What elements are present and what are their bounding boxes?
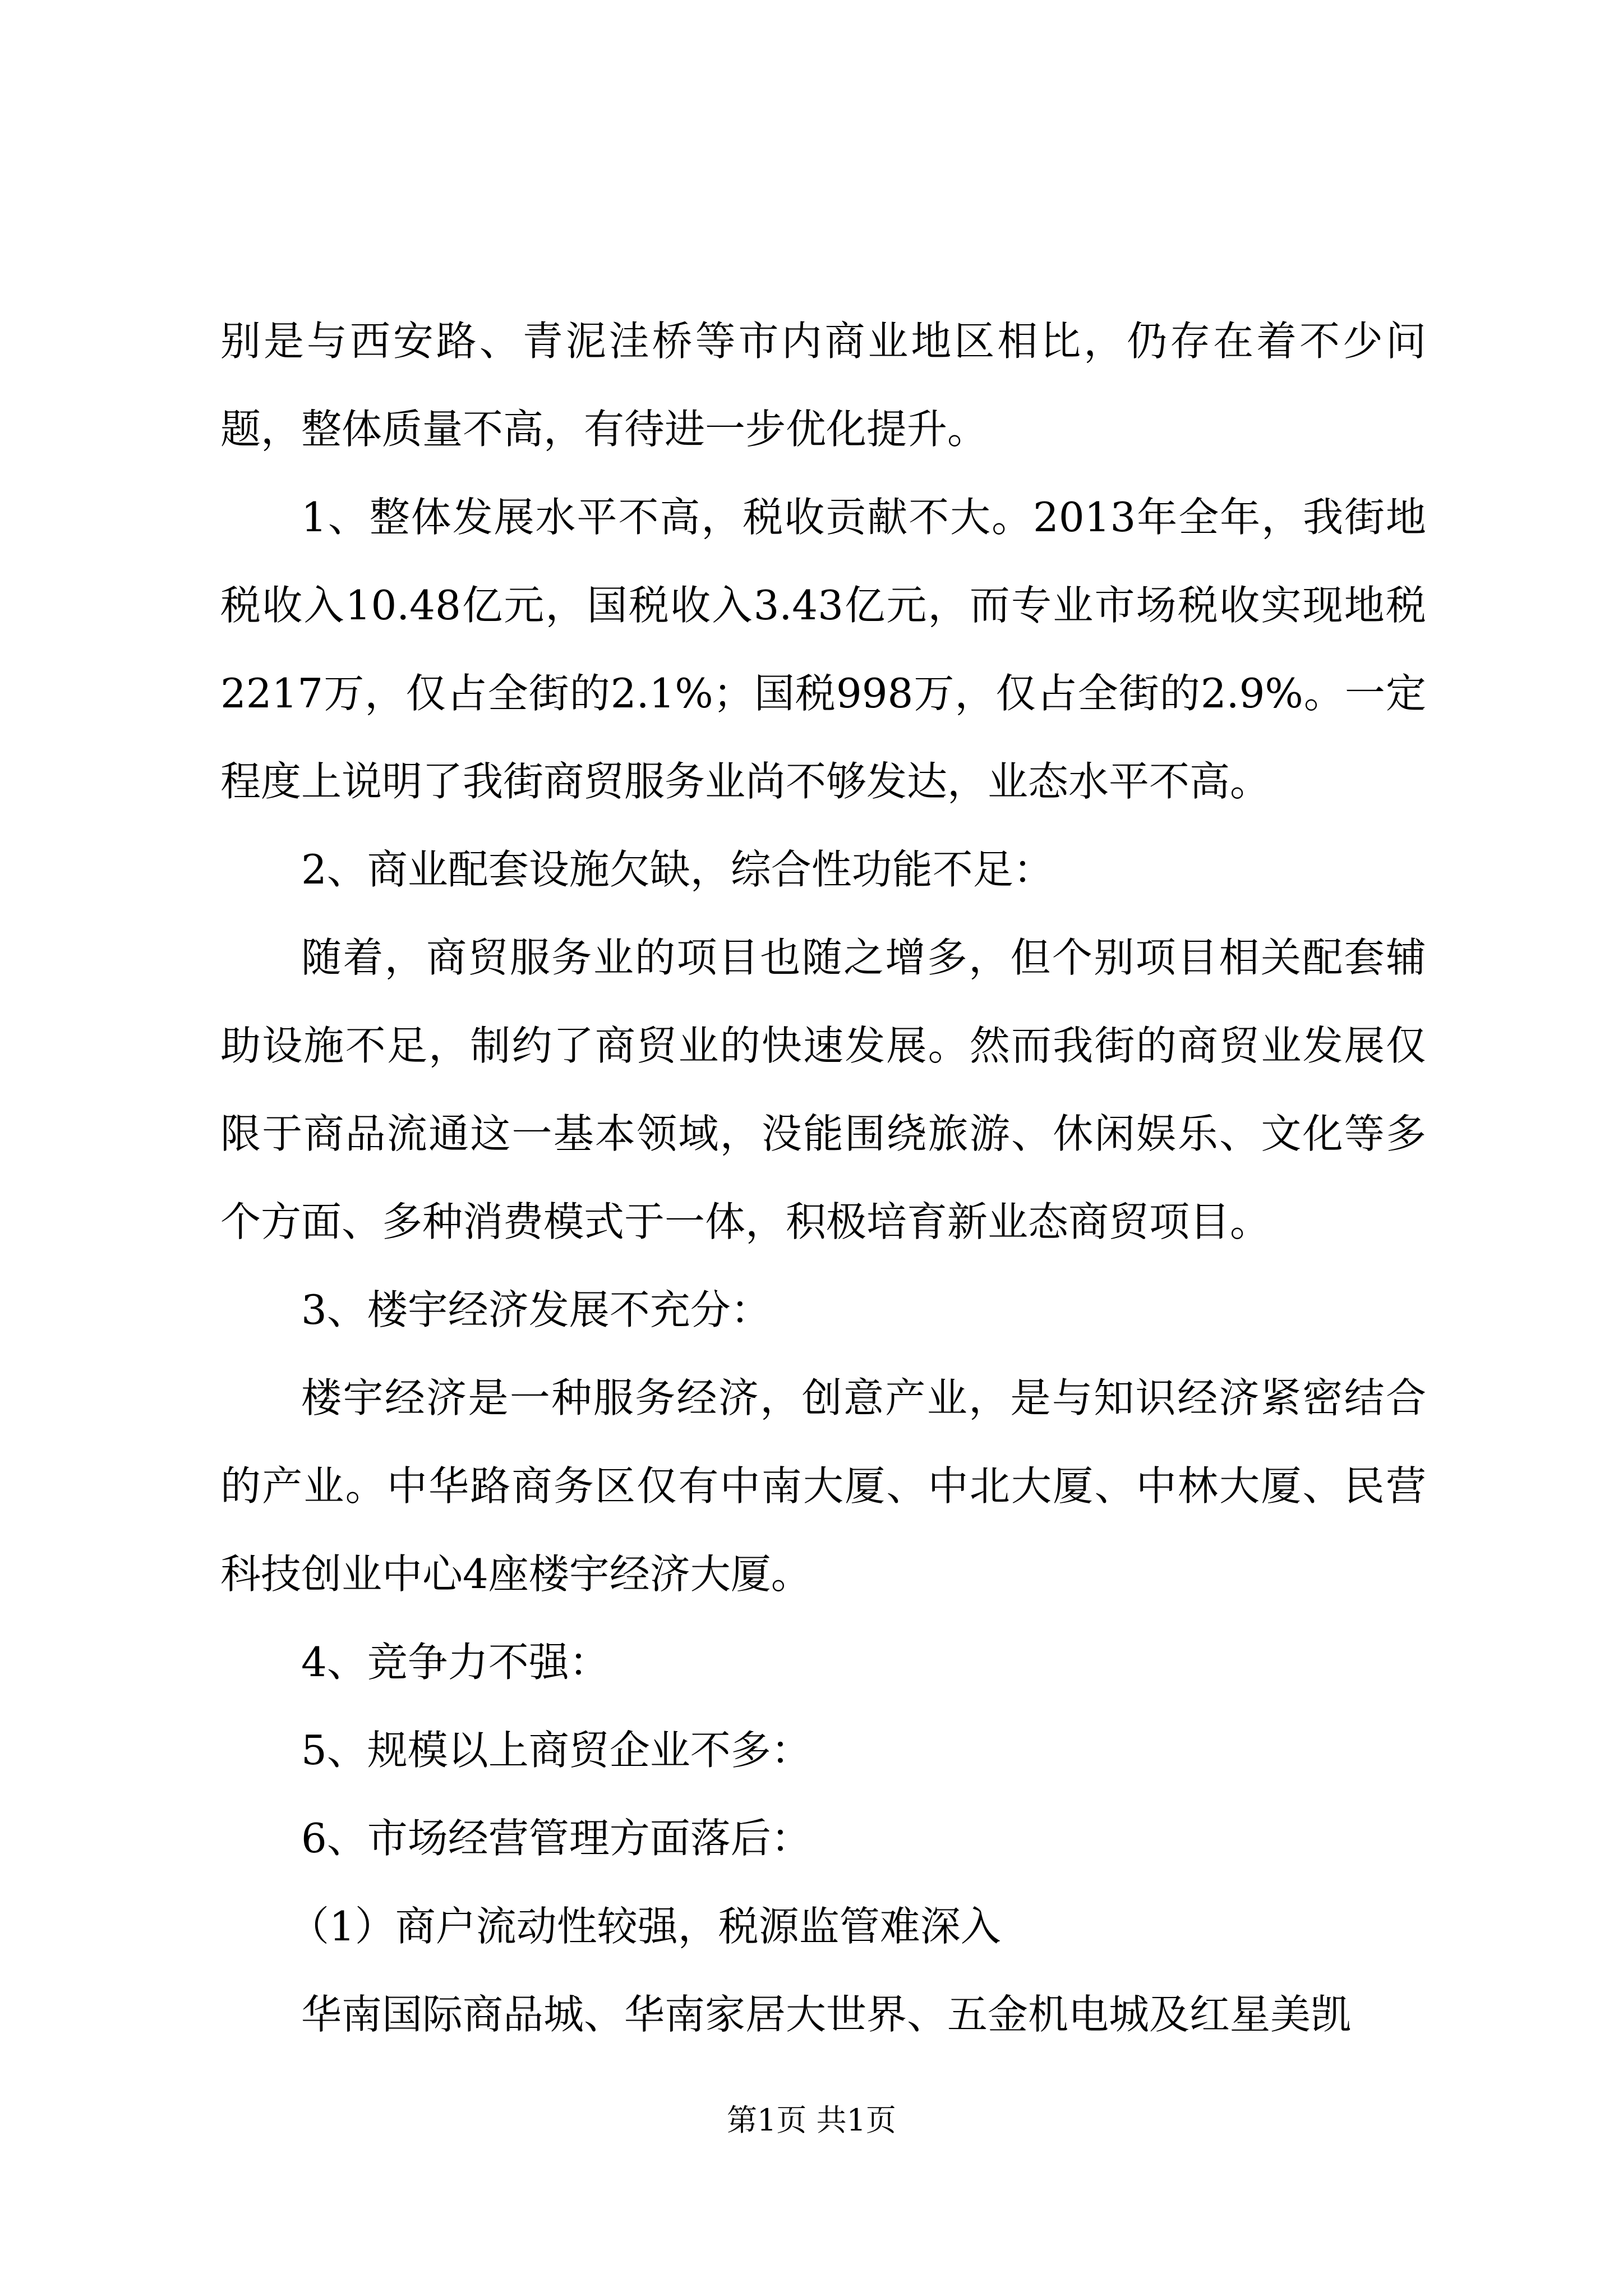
- paragraph-2: 1、整体发展水平不高，税收贡献不大。2013年全年，我街地税收入10.48亿元，国税收入3.43亿元，而专业市场税收实现地税2217万，仅占全街的2.1%；国税998万，仅占全街的2.9%。一定程度上说明了我街商贸服务业尚不够发达，业态水平不高。: [220, 494, 1426, 805]
- paragraph-7: 4、竞争力不强：: [301, 1639, 610, 1686]
- paragraph-4: 随着，商贸服务业的项目也随之增多，但个别项目相关配套辅助设施不足，制约了商贸业的快速发展。然而我街的商贸业发展仅限于商品流通这一基本领域，没能围绕旅游、休闲娱乐、文化等多个方面、多种消费模式于一体，积极培育新业态商贸项目。: [220, 934, 1426, 1245]
- paragraph-3: 2、商业配套设施欠缺，综合性功能不足：: [301, 846, 1054, 893]
- paragraph-1: 别是与西安路、青泥洼桥等市内商业地区相比，仍存在着不少问题，整体质量不高，有待进一步优化提升。: [220, 318, 1426, 453]
- paragraph-9: 6、市场经营管理方面落后：: [301, 1815, 811, 1862]
- document-body: [220, 297, 1426, 2059]
- paragraph-8: 5、规模以上商贸企业不多：: [301, 1727, 811, 1774]
- paragraph-10: （1）商户流动性较强，税源监管难深入: [289, 1903, 1001, 1950]
- paragraph-5: 3、楼宇经济发展不充分：: [301, 1286, 771, 1333]
- paragraph-6: 楼宇经济是一种服务经济，创意产业，是与知识经济紧密结合的产业。中华路商务区仅有中南大厦、中北大厦、中林大厦、民营科技创业中心4座楼宇经济大厦。: [220, 1374, 1426, 1598]
- paragraph-11: 华南国际商品城、华南家居大世界、五金机电城及红星美凯: [301, 1991, 1352, 2038]
- page-footer: 第1页 共1页: [727, 2102, 896, 2138]
